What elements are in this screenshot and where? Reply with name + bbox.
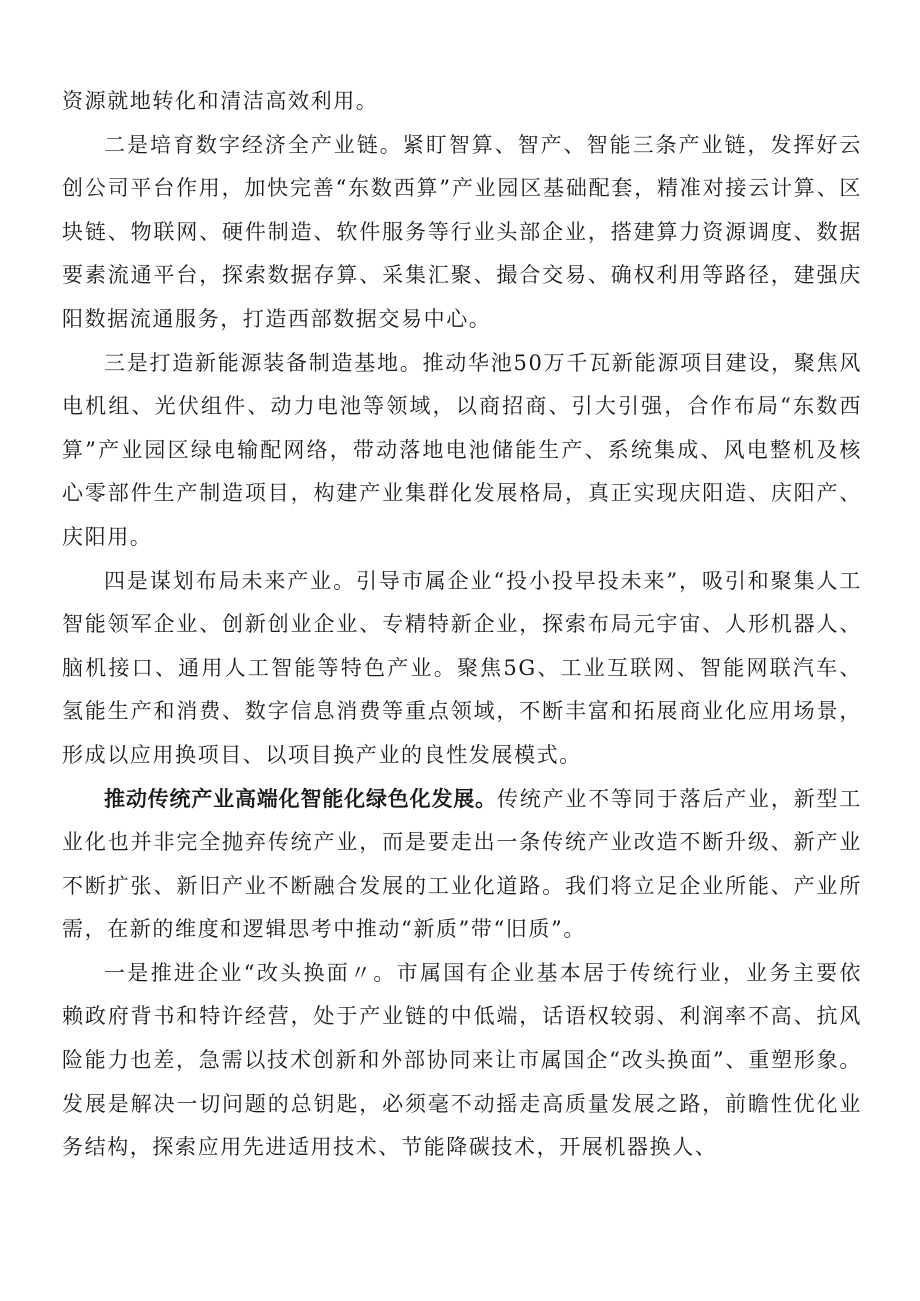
paragraph-text: 二是培育数字经济全产业链。紧盯智算、智产、智能三条产业链，发挥好云创公司平台作用，加快完善“东数西算”产业园区基础配套，精准对接云计算、区块链、物联网、硬件制造、软件服务等行业头部企业，搭建算力资源调度、数据要素流通平台，探索数据存算、采集汇聚、撮合交易、确权利用等路径，建强庆阳数据流通服务，打造西部数据交易中心。 <box>62 132 862 331</box>
paragraph-continuation <box>62 80 862 124</box>
paragraph-text: 一是推进企业“改头换面〃。市属国有企业基本居于传统行业，业务主要依赖政府背书和特许经营，处于产业链的中低端，话语权较弱、利润率不高、抗风险能力也差，急需以技术创新和外部协同来让市属国企“改头换面”、重塑形象。发展是解决一切问题的总钥匙，必须毫不动摇走高质量发展之路，前瞻性优化业务结构，探索应用先进适用技术、节能降碳技术，开展机器换人、 <box>62 960 862 1160</box>
paragraph-new-energy <box>62 342 862 560</box>
section-heading: 推动传统产业高端化智能化绿色化发展。 <box>104 786 497 811</box>
paragraph-traditional-industry <box>62 778 862 952</box>
document-page <box>62 80 862 1170</box>
paragraph-future-industry <box>62 560 862 778</box>
paragraph-text: 三是打造新能源装备制造基地。推动华池50万千瓦新能源项目建设，聚焦风电机组、光伏组件、动力电池等领域，以商招商、引大引强，合作布局“东数西算”产业园区绿电输配网络，带动落地电池储能生产、系统集成、风电整机及核心零部件生产制造项目，构建产业集群化发展格局，真正实现庆阳造、庆阳产、庆阳用。 <box>62 350 862 549</box>
paragraph-text: 四是谋划布局未来产业。引导市属企业“投小投早投未来”，吸引和聚集人工智能领军企业、创新创业企业、专精特新企业，探索布局元宇宙、人形机器人、脑机接口、通用人工智能等特色产业。聚焦5G、工业互联网、智能网联汽车、氢能生产和消费、数字信息消费等重点领域，不断丰富和拓展商业化应用场景，形成以应用换项目、以项目换产业的良性发展模式。 <box>62 568 862 767</box>
paragraph-text: 传统产业不等同于落后产业，新型工业化也并非完全抛弃传统产业，而是要走出一条传统产业改造不断升级、新产业不断扩张、新旧产业不断融合发展的工业化道路。我们将立足企业所能、产业所需，在新的维度和逻辑思考中推动“新质”带“旧质”。 <box>62 786 862 942</box>
paragraph-enterprise-transform <box>62 952 862 1170</box>
paragraph-digital-economy <box>62 124 862 342</box>
paragraph-text: 资源就地转化和清洁高效利用。 <box>62 89 379 113</box>
